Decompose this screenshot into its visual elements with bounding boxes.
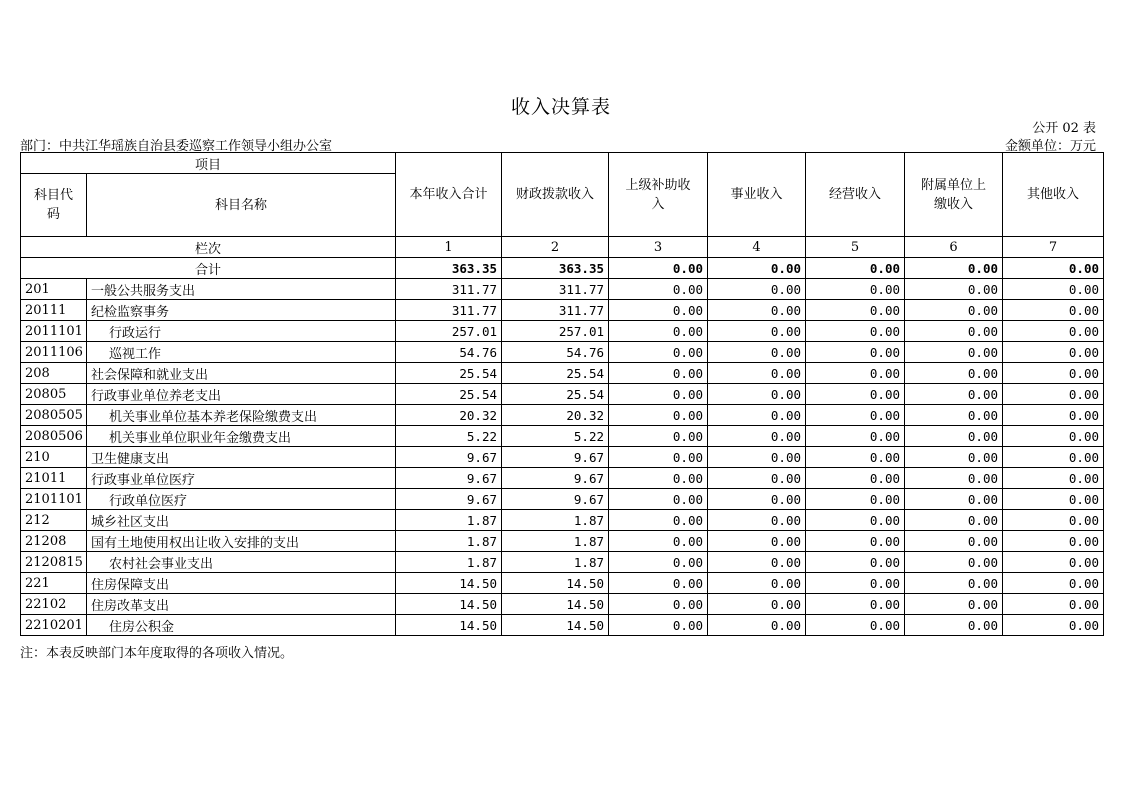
amount-cell: 0.00: [708, 531, 806, 552]
total-row: [21, 258, 1104, 279]
subject-code: 2080506: [21, 426, 87, 447]
amount-cell: 14.50: [502, 573, 609, 594]
table-row: [21, 573, 1104, 594]
amount-cell: 54.76: [502, 342, 609, 363]
amount-cell: 0.00: [708, 489, 806, 510]
header-col-4: 事业收入: [708, 153, 806, 237]
subject-code: 201: [21, 279, 87, 300]
amount-cell: 25.54: [396, 384, 502, 405]
table-row: [21, 447, 1104, 468]
amount-cell: 0.00: [609, 615, 708, 636]
amount-cell: 0.00: [1003, 342, 1104, 363]
subject-name: 纪检监察事务: [87, 300, 396, 321]
amount-cell: 14.50: [396, 615, 502, 636]
total-label: 合计: [21, 258, 396, 279]
subject-name: 巡视工作: [87, 342, 396, 363]
subject-code: 2011106: [21, 342, 87, 363]
amount-cell: 0.00: [1003, 363, 1104, 384]
subject-name: 社会保障和就业支出: [87, 363, 396, 384]
amount-cell: 9.67: [502, 489, 609, 510]
lanci-row: [21, 237, 1104, 258]
amount-cell: 25.54: [502, 363, 609, 384]
subject-code: 208: [21, 363, 87, 384]
subject-code: 21208: [21, 531, 87, 552]
amount-cell: 0.00: [708, 447, 806, 468]
subject-name: 行政运行: [87, 321, 396, 342]
amount-cell: 0.00: [708, 426, 806, 447]
amount-cell: 1.87: [502, 531, 609, 552]
total-value: 0.00: [1003, 258, 1104, 279]
table-row: [21, 468, 1104, 489]
amount-cell: 0.00: [806, 447, 905, 468]
amount-cell: 0.00: [609, 510, 708, 531]
amount-cell: 0.00: [708, 363, 806, 384]
table-row: [21, 300, 1104, 321]
subject-code: 20111: [21, 300, 87, 321]
amount-cell: 0.00: [708, 300, 806, 321]
lanci-num: 2: [502, 237, 609, 258]
header-col-2: 财政拨款收入: [502, 153, 609, 237]
header-col-5: 经营收入: [806, 153, 905, 237]
amount-cell: 0.00: [708, 384, 806, 405]
amount-cell: 9.67: [396, 468, 502, 489]
amount-cell: 9.67: [502, 468, 609, 489]
lanci-num: 4: [708, 237, 806, 258]
lanci-num: 3: [609, 237, 708, 258]
amount-cell: 1.87: [396, 552, 502, 573]
subject-name: 行政事业单位医疗: [87, 468, 396, 489]
amount-cell: 1.87: [396, 510, 502, 531]
amount-cell: 0.00: [905, 363, 1003, 384]
table-row: [21, 363, 1104, 384]
amount-cell: 0.00: [708, 342, 806, 363]
header-col-1: 本年收入合计: [396, 153, 502, 237]
amount-cell: 0.00: [806, 363, 905, 384]
amount-cell: 311.77: [396, 300, 502, 321]
amount-cell: 0.00: [609, 363, 708, 384]
amount-cell: 0.00: [708, 405, 806, 426]
amount-cell: 0.00: [609, 447, 708, 468]
header-col-7: 其他收入: [1003, 153, 1104, 237]
lanci-label: 栏次: [21, 237, 396, 258]
amount-cell: 257.01: [396, 321, 502, 342]
header-col-3: 上级补助收入: [609, 153, 708, 237]
subject-code: 221: [21, 573, 87, 594]
amount-cell: 0.00: [905, 405, 1003, 426]
amount-cell: 0.00: [1003, 594, 1104, 615]
amount-cell: 257.01: [502, 321, 609, 342]
subject-name: 机关事业单位基本养老保险缴费支出: [87, 405, 396, 426]
amount-cell: 0.00: [905, 384, 1003, 405]
amount-cell: 0.00: [806, 510, 905, 531]
subject-name: 机关事业单位职业年金缴费支出: [87, 426, 396, 447]
amount-cell: 0.00: [1003, 489, 1104, 510]
amount-cell: 0.00: [609, 573, 708, 594]
amount-cell: 0.00: [708, 594, 806, 615]
amount-cell: 311.77: [502, 300, 609, 321]
table-row: [21, 552, 1104, 573]
amount-cell: 0.00: [1003, 573, 1104, 594]
table-row: [21, 342, 1104, 363]
amount-cell: 9.67: [396, 489, 502, 510]
table-row: [21, 510, 1104, 531]
subject-name: 住房改革支出: [87, 594, 396, 615]
amount-cell: 0.00: [609, 489, 708, 510]
amount-cell: 0.00: [806, 573, 905, 594]
amount-cell: 0.00: [905, 573, 1003, 594]
lanci-num: 6: [905, 237, 1003, 258]
header-project: 项目: [21, 153, 396, 174]
amount-cell: 0.00: [609, 468, 708, 489]
amount-cell: 0.00: [905, 489, 1003, 510]
amount-cell: 0.00: [609, 531, 708, 552]
subject-name: 行政单位医疗: [87, 489, 396, 510]
amount-cell: 0.00: [905, 594, 1003, 615]
table-row: [21, 426, 1104, 447]
amount-cell: 25.54: [396, 363, 502, 384]
table-row: [21, 489, 1104, 510]
amount-cell: 0.00: [1003, 552, 1104, 573]
subject-code: 21011: [21, 468, 87, 489]
table-row: [21, 594, 1104, 615]
table-note: 注：本表反映部门本年度取得的各项收入情况。: [20, 646, 294, 661]
amount-cell: 0.00: [1003, 426, 1104, 447]
form-number: 公开 02 表: [1032, 121, 1096, 136]
amount-cell: 1.87: [502, 552, 609, 573]
amount-cell: 1.87: [502, 510, 609, 531]
subject-name: 城乡社区支出: [87, 510, 396, 531]
amount-cell: 0.00: [905, 321, 1003, 342]
amount-cell: 0.00: [708, 615, 806, 636]
amount-cell: 1.87: [396, 531, 502, 552]
amount-cell: 0.00: [905, 447, 1003, 468]
table-row: [21, 384, 1104, 405]
amount-cell: 0.00: [806, 300, 905, 321]
lanci-num: 1: [396, 237, 502, 258]
amount-cell: 0.00: [1003, 279, 1104, 300]
subject-name: 一般公共服务支出: [87, 279, 396, 300]
amount-cell: 0.00: [905, 468, 1003, 489]
amount-cell: 0.00: [1003, 468, 1104, 489]
amount-cell: 20.32: [502, 405, 609, 426]
amount-cell: 0.00: [905, 342, 1003, 363]
amount-cell: 5.22: [502, 426, 609, 447]
amount-cell: 14.50: [396, 573, 502, 594]
subject-code: 20805: [21, 384, 87, 405]
amount-cell: 0.00: [905, 300, 1003, 321]
subject-code: 2120815: [21, 552, 87, 573]
amount-cell: 14.50: [502, 594, 609, 615]
amount-cell: 0.00: [905, 279, 1003, 300]
amount-cell: 0.00: [609, 342, 708, 363]
amount-cell: 0.00: [806, 321, 905, 342]
department-label: 部门：中共江华瑶族自治县委巡察工作领导小组办公室: [20, 139, 333, 154]
subject-name: 住房公积金: [87, 615, 396, 636]
subject-code: 212: [21, 510, 87, 531]
amount-cell: 0.00: [609, 405, 708, 426]
amount-cell: 20.32: [396, 405, 502, 426]
amount-cell: 0.00: [609, 384, 708, 405]
subject-code: 2101101: [21, 489, 87, 510]
table-row: [21, 531, 1104, 552]
amount-cell: 0.00: [806, 552, 905, 573]
amount-cell: 0.00: [708, 573, 806, 594]
amount-cell: 0.00: [806, 426, 905, 447]
table-row: [21, 615, 1104, 636]
amount-cell: 5.22: [396, 426, 502, 447]
lanci-num: 7: [1003, 237, 1104, 258]
amount-cell: 0.00: [1003, 447, 1104, 468]
amount-cell: 54.76: [396, 342, 502, 363]
income-table: [20, 152, 1104, 636]
amount-cell: 14.50: [502, 615, 609, 636]
amount-cell: 0.00: [806, 531, 905, 552]
amount-cell: 0.00: [806, 342, 905, 363]
lanci-num: 5: [806, 237, 905, 258]
amount-cell: 0.00: [806, 489, 905, 510]
total-value: 363.35: [502, 258, 609, 279]
amount-cell: 0.00: [806, 468, 905, 489]
header-code: 科目代码: [21, 174, 87, 237]
amount-cell: 0.00: [806, 594, 905, 615]
amount-cell: 0.00: [806, 615, 905, 636]
amount-cell: 0.00: [905, 552, 1003, 573]
amount-cell: 0.00: [609, 594, 708, 615]
page-title: 收入决算表: [510, 96, 611, 118]
amount-cell: 0.00: [905, 615, 1003, 636]
amount-cell: 0.00: [806, 384, 905, 405]
amount-cell: 0.00: [708, 279, 806, 300]
table-row: [21, 279, 1104, 300]
amount-cell: 0.00: [806, 279, 905, 300]
subject-code: 2011101: [21, 321, 87, 342]
subject-name: 卫生健康支出: [87, 447, 396, 468]
total-value: 0.00: [609, 258, 708, 279]
amount-cell: 0.00: [1003, 531, 1104, 552]
amount-cell: 0.00: [1003, 300, 1104, 321]
amount-cell: 9.67: [502, 447, 609, 468]
amount-cell: 0.00: [905, 531, 1003, 552]
total-value: 0.00: [806, 258, 905, 279]
amount-cell: 311.77: [396, 279, 502, 300]
amount-cell: 0.00: [1003, 510, 1104, 531]
amount-cell: 311.77: [502, 279, 609, 300]
amount-cell: 0.00: [905, 426, 1003, 447]
subject-name: 行政事业单位养老支出: [87, 384, 396, 405]
subject-code: 22102: [21, 594, 87, 615]
table-row: [21, 321, 1104, 342]
subject-name: 农村社会事业支出: [87, 552, 396, 573]
amount-unit-label: 金额单位：万元: [1004, 139, 1096, 154]
amount-cell: 0.00: [1003, 615, 1104, 636]
total-value: 0.00: [905, 258, 1003, 279]
amount-cell: 0.00: [905, 510, 1003, 531]
amount-cell: 0.00: [708, 468, 806, 489]
subject-code: 2080505: [21, 405, 87, 426]
amount-cell: 14.50: [396, 594, 502, 615]
amount-cell: 9.67: [396, 447, 502, 468]
amount-cell: 0.00: [1003, 405, 1104, 426]
amount-cell: 0.00: [708, 510, 806, 531]
subject-name: 住房保障支出: [87, 573, 396, 594]
amount-cell: 0.00: [1003, 321, 1104, 342]
total-value: 363.35: [396, 258, 502, 279]
amount-cell: 0.00: [1003, 384, 1104, 405]
table-row: [21, 405, 1104, 426]
amount-cell: 0.00: [708, 552, 806, 573]
amount-cell: 0.00: [609, 300, 708, 321]
header-col-6: 附属单位上缴收入: [905, 153, 1003, 237]
subject-name: 国有土地使用权出让收入安排的支出: [87, 531, 396, 552]
amount-cell: 0.00: [609, 552, 708, 573]
amount-cell: 0.00: [609, 426, 708, 447]
header-name: 科目名称: [87, 174, 396, 237]
subject-code: 210: [21, 447, 87, 468]
amount-cell: 0.00: [609, 321, 708, 342]
amount-cell: 0.00: [708, 321, 806, 342]
subject-code: 2210201: [21, 615, 87, 636]
amount-cell: 0.00: [806, 405, 905, 426]
total-value: 0.00: [708, 258, 806, 279]
amount-cell: 0.00: [609, 279, 708, 300]
amount-cell: 25.54: [502, 384, 609, 405]
